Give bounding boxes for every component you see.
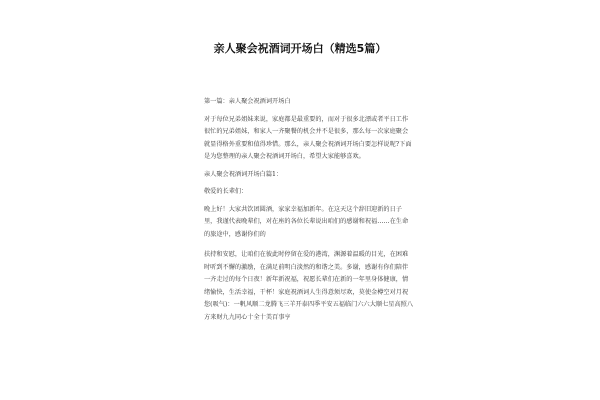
speech-paragraph: 晚上好！大家共饮团圆酒，家家幸福加新年。在这天这个辞旧迎新的日子里，我谨代表晚辈们，对在座的各位长辈说出咱们的感谢和祝福……在生命的旅途中，感谢你们的 [204, 205, 409, 238]
salutation: 敬爱的长辈们： [204, 188, 248, 195]
intro-paragraph: 对于每位兄弟姐妹来说，家庭都是最重要的，而对于很多北漂或者平日工作很忙的兄弟姐妹，和家人一齐聚餐的机会并不是很多，那么每一次家庭聚会就显得格外重要和值得珍惜。那么，亲人聚会祝酒词开场白要怎样说呢?下面是为您整理的亲人聚会祝酒词开场白，希望大家能够喜欢。 [204, 115, 412, 160]
document-title: 亲人聚会祝酒词开场白（精选5篇） [213, 42, 387, 55]
document-body [204, 96, 414, 324]
subsection-heading: 亲人聚会祝酒词开场白篇1： [204, 170, 283, 178]
speech-paragraph: 扶持和安慰，让咱们在彼此时停留在爱的港湾，渊源着温暖的目光，在困难时听到不懈的激励，在满足前明白淡然的和谐之美。多谢，感谢有你们陪伴一齐走过的每个日夜！新年新祝福，祝愿长辈们在新的一年里身体健康，情绪愉快，生活幸福，干杯！家庭祝酒词人生得意须尽欢，莫使金樽空对月祝您(吸气)：一帆风顺二龙腾飞三羊开泰四季平安五福临门六六大顺七星高照八方来财九九同心十全十美百事亨 [204, 251, 414, 321]
section-heading: 第一篇：亲人聚会祝酒词开场白 [204, 98, 291, 105]
